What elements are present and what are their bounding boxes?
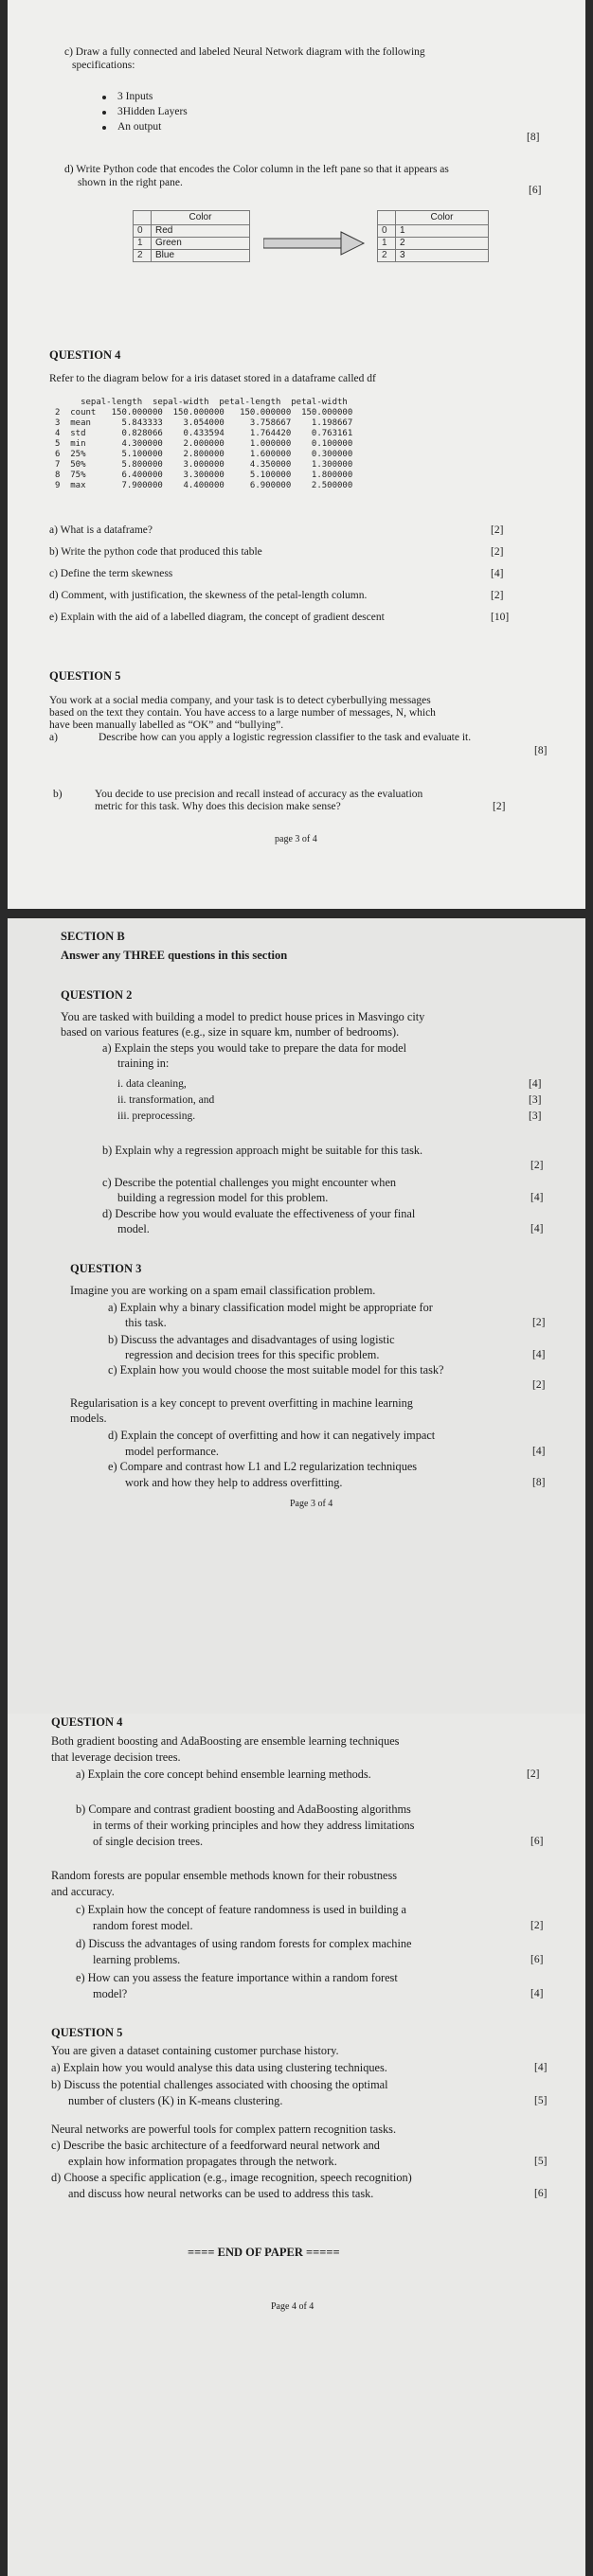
iris-row: 6 25% 5.100000 2.800000 1.600000 0.300000 bbox=[55, 450, 353, 459]
sub-question-cont: explain how information propagates through the network. bbox=[68, 2155, 337, 2168]
question-title: QUESTION 2 bbox=[61, 988, 133, 1002]
mark: [2] bbox=[532, 1379, 546, 1391]
q3c-text: c) Draw a fully connected and labeled Neural Network diagram with the following bbox=[64, 46, 425, 58]
question-intro: have been manually labelled as “OK” and “bullying”. bbox=[49, 720, 284, 731]
row-index: 0 bbox=[378, 225, 396, 238]
mark: [2] bbox=[532, 1317, 546, 1328]
sub-question: You decide to use precision and recall instead of accuracy as the evaluation bbox=[95, 789, 423, 800]
mark: [6] bbox=[529, 185, 542, 196]
bullet-item: 3 Inputs bbox=[117, 91, 153, 102]
iris-row: 7 50% 5.800000 3.000000 4.350000 1.300000 bbox=[55, 460, 353, 470]
sub-question-cont: random forest model. bbox=[93, 1919, 193, 1932]
sub-question-cont: training in: bbox=[117, 1057, 170, 1070]
sub-question-cont: metric for this task. Why does this decision make sense? bbox=[95, 801, 341, 812]
mark: [4] bbox=[532, 1446, 546, 1457]
sub-question: c) Explain how you would choose the most suitable model for this task? bbox=[108, 1363, 444, 1377]
color-table-right bbox=[377, 210, 489, 262]
sub-question: Describe how can you apply a logistic regression classifier to the task and evaluate it. bbox=[99, 732, 472, 743]
mark: [2] bbox=[493, 801, 506, 812]
mark: [8] bbox=[534, 745, 548, 756]
table-cell: Red bbox=[152, 225, 250, 238]
sub-question-cont: regression and decision trees for this specific problem. bbox=[125, 1348, 380, 1361]
q3c-text-cont: specifications: bbox=[72, 60, 135, 71]
paragraph: and accuracy. bbox=[51, 1885, 115, 1898]
sub-question: a) Explain the steps you would take to prepare the data for model bbox=[102, 1041, 406, 1055]
color-table-left bbox=[133, 210, 250, 262]
question-intro: You are given a dataset containing customer purchase history. bbox=[51, 2044, 339, 2057]
mark: [3] bbox=[529, 1094, 542, 1106]
exam-page-4 bbox=[8, 1714, 585, 2576]
bullet-item: 3Hidden Layers bbox=[117, 106, 188, 117]
exam-page-3-section-b bbox=[8, 918, 585, 1714]
sub-question-cont: this task. bbox=[125, 1316, 167, 1329]
table-cell: Blue bbox=[152, 250, 250, 262]
sub-question-cont: model performance. bbox=[125, 1445, 220, 1458]
sub-question: a) Explain the core concept behind ensemble learning methods. bbox=[76, 1768, 371, 1781]
sub-question: d) Discuss the advantages of using random forests for complex machine bbox=[76, 1937, 412, 1950]
mark: [4] bbox=[532, 1349, 546, 1360]
mark: [4] bbox=[529, 1078, 542, 1090]
mark: [3] bbox=[529, 1110, 542, 1122]
section-title: SECTION B bbox=[61, 930, 125, 943]
question-intro: based on the text they contain. You have access to a large number of messages, N, which bbox=[49, 707, 436, 719]
mark: [8] bbox=[532, 1477, 546, 1488]
column-header: Color bbox=[152, 211, 250, 225]
row-index: 1 bbox=[134, 238, 152, 250]
mark: [8] bbox=[527, 132, 540, 143]
row-index: 2 bbox=[134, 250, 152, 262]
question-intro: You work at a social media company, and your task is to detect cyberbullying messages bbox=[49, 695, 431, 706]
mark: [4] bbox=[530, 1223, 544, 1235]
sub-question: e) Compare and contrast how L1 and L2 regularization techniques bbox=[108, 1460, 418, 1473]
sub-question-cont: number of clusters (K) in K-means clustering. bbox=[68, 2094, 283, 2107]
sub-question: e) Explain with the aid of a labelled diagram, the concept of gradient descent bbox=[49, 612, 385, 623]
mark: [2] bbox=[491, 524, 504, 536]
row-index: 1 bbox=[378, 238, 396, 250]
iris-describe-header: sepal-length sepal-width petal-length petal-width bbox=[55, 398, 348, 407]
mark: [2] bbox=[491, 546, 504, 558]
row-index: 2 bbox=[378, 250, 396, 262]
sub-question-cont: work and how they help to address overfitting. bbox=[125, 1476, 343, 1489]
sub-question: a) Explain how you would analyse this data using clustering techniques. bbox=[51, 2061, 387, 2074]
iris-row: 9 max 7.900000 4.400000 6.900000 2.500000 bbox=[55, 481, 353, 490]
sub-question: e) How can you assess the feature importance within a random forest bbox=[76, 1971, 398, 1984]
mark: [5] bbox=[534, 2095, 548, 2106]
table-cell: 1 bbox=[396, 225, 489, 238]
sub-question: b) Discuss the potential challenges associated with choosing the optimal bbox=[51, 2078, 388, 2091]
sub-question: d) Explain the concept of overfitting and how it can negatively impact bbox=[108, 1429, 436, 1442]
table-cell: 3 bbox=[396, 250, 489, 262]
sub-question: b) Compare and contrast gradient boosting and AdaBoosting algorithms bbox=[76, 1803, 411, 1816]
mark: [4] bbox=[530, 1192, 544, 1203]
q3d-text: d) Write Python code that encodes the Color column in the left pane so that it appears as bbox=[64, 164, 449, 175]
question-intro: Imagine you are working on a spam email classification problem. bbox=[70, 1284, 376, 1297]
paragraph: Regularisation is a key concept to prevent overfitting in machine learning bbox=[70, 1396, 413, 1410]
row-index: 0 bbox=[134, 225, 152, 238]
sub-question-cont: and discuss how neural networks can be used to address this task. bbox=[68, 2187, 374, 2200]
mark: [4] bbox=[534, 2062, 548, 2073]
bullet-icon bbox=[102, 96, 106, 99]
bullet-icon bbox=[102, 111, 106, 115]
end-of-paper: ==== END OF PAPER ===== bbox=[188, 2246, 340, 2259]
question-title: QUESTION 5 bbox=[51, 2026, 123, 2039]
right-arrow-icon bbox=[263, 231, 366, 256]
sub-question: c) Explain how the concept of feature randomness is used in building a bbox=[76, 1903, 406, 1916]
q3d-text-cont: shown in the right pane. bbox=[78, 177, 183, 188]
iris-row: 3 mean 5.843333 3.054000 3.758667 1.198667 bbox=[55, 418, 353, 428]
mark: [2] bbox=[491, 590, 504, 601]
mark: [2] bbox=[530, 1160, 544, 1171]
sub-item: i. data cleaning, bbox=[117, 1078, 187, 1090]
paragraph: Random forests are popular ensemble methods known for their robustness bbox=[51, 1869, 398, 1882]
sub-label: b) bbox=[53, 789, 63, 800]
page-footer: Page 4 of 4 bbox=[271, 2301, 314, 2312]
mark: [2] bbox=[530, 1920, 544, 1931]
mark: [6] bbox=[530, 1836, 544, 1847]
page-footer: page 3 of 4 bbox=[275, 834, 317, 844]
sub-question: b) Write the python code that produced this table bbox=[49, 546, 262, 558]
sub-question: b) Discuss the advantages and disadvantages of using logistic bbox=[108, 1333, 395, 1346]
paragraph: Neural networks are powerful tools for complex pattern recognition tasks. bbox=[51, 2123, 397, 2136]
sub-question-cont: of single decision trees. bbox=[93, 1835, 204, 1848]
question-title: QUESTION 3 bbox=[70, 1262, 142, 1275]
sub-question-cont: in terms of their working principles and how they address limitations bbox=[93, 1819, 415, 1832]
sub-question: c) Describe the basic architecture of a feedforward neural network and bbox=[51, 2139, 380, 2152]
column-header: Color bbox=[396, 211, 489, 225]
sub-question: d) Comment, with justification, the skewness of the petal-length column. bbox=[49, 590, 368, 601]
sub-question: b) Explain why a regression approach might be suitable for this task. bbox=[102, 1144, 423, 1157]
page-footer: Page 3 of 4 bbox=[290, 1499, 333, 1509]
sub-question-cont: model? bbox=[93, 1987, 128, 2000]
iris-row: 5 min 4.300000 2.000000 1.000000 0.100000 bbox=[55, 439, 353, 449]
sub-question: a) Explain why a binary classification model might be appropriate for bbox=[108, 1301, 433, 1314]
sub-question-cont: building a regression model for this problem. bbox=[117, 1191, 329, 1204]
table-cell: 2 bbox=[396, 238, 489, 250]
sub-question-cont: model. bbox=[117, 1222, 150, 1235]
mark: [4] bbox=[530, 1988, 544, 1999]
question-title: QUESTION 4 bbox=[51, 1715, 123, 1729]
bullet-item: An output bbox=[117, 121, 162, 133]
question-title: QUESTION 5 bbox=[49, 669, 121, 683]
exam-page-3 bbox=[8, 0, 585, 909]
mark: [5] bbox=[534, 2156, 548, 2167]
mark: [2] bbox=[527, 1768, 540, 1780]
sub-item: ii. transformation, and bbox=[117, 1094, 215, 1106]
sub-question-cont: learning problems. bbox=[93, 1953, 181, 1966]
sub-label: a) bbox=[49, 732, 58, 743]
question-intro: based on various features (e.g., size in square km, number of bedrooms). bbox=[61, 1025, 400, 1039]
bullet-icon bbox=[102, 126, 106, 130]
sub-question: d) Choose a specific application (e.g., image recognition, speech recognition) bbox=[51, 2171, 412, 2184]
mark: [10] bbox=[491, 612, 510, 623]
question-intro: Refer to the diagram below for a iris dataset stored in a dataframe called df bbox=[49, 373, 376, 384]
section-instruction: Answer any THREE questions in this section bbox=[61, 949, 288, 962]
sub-item: iii. preprocessing. bbox=[117, 1110, 196, 1122]
sub-question: d) Describe how you would evaluate the effectiveness of your final bbox=[102, 1207, 416, 1220]
question-intro: You are tasked with building a model to predict house prices in Masvingo city bbox=[61, 1010, 425, 1023]
iris-row: 4 std 0.828066 0.433594 1.764420 0.763161 bbox=[55, 429, 353, 438]
mark: [6] bbox=[530, 1954, 544, 1965]
iris-row: 8 75% 6.400000 3.300000 5.100000 1.800000 bbox=[55, 471, 353, 480]
sub-question: a) What is a dataframe? bbox=[49, 524, 153, 536]
paragraph: models. bbox=[70, 1412, 107, 1425]
iris-row: 2 count 150.000000 150.000000 150.000000 150.000000 bbox=[55, 408, 353, 417]
question-intro: that leverage decision trees. bbox=[51, 1750, 181, 1764]
question-intro: Both gradient boosting and AdaBoosting are ensemble learning techniques bbox=[51, 1734, 400, 1748]
mark: [6] bbox=[534, 2188, 548, 2199]
sub-question: c) Describe the potential challenges you might encounter when bbox=[102, 1176, 397, 1189]
mark: [4] bbox=[491, 568, 504, 579]
sub-question: c) Define the term skewness bbox=[49, 568, 173, 579]
table-cell: Green bbox=[152, 238, 250, 250]
question-title: QUESTION 4 bbox=[49, 348, 121, 362]
